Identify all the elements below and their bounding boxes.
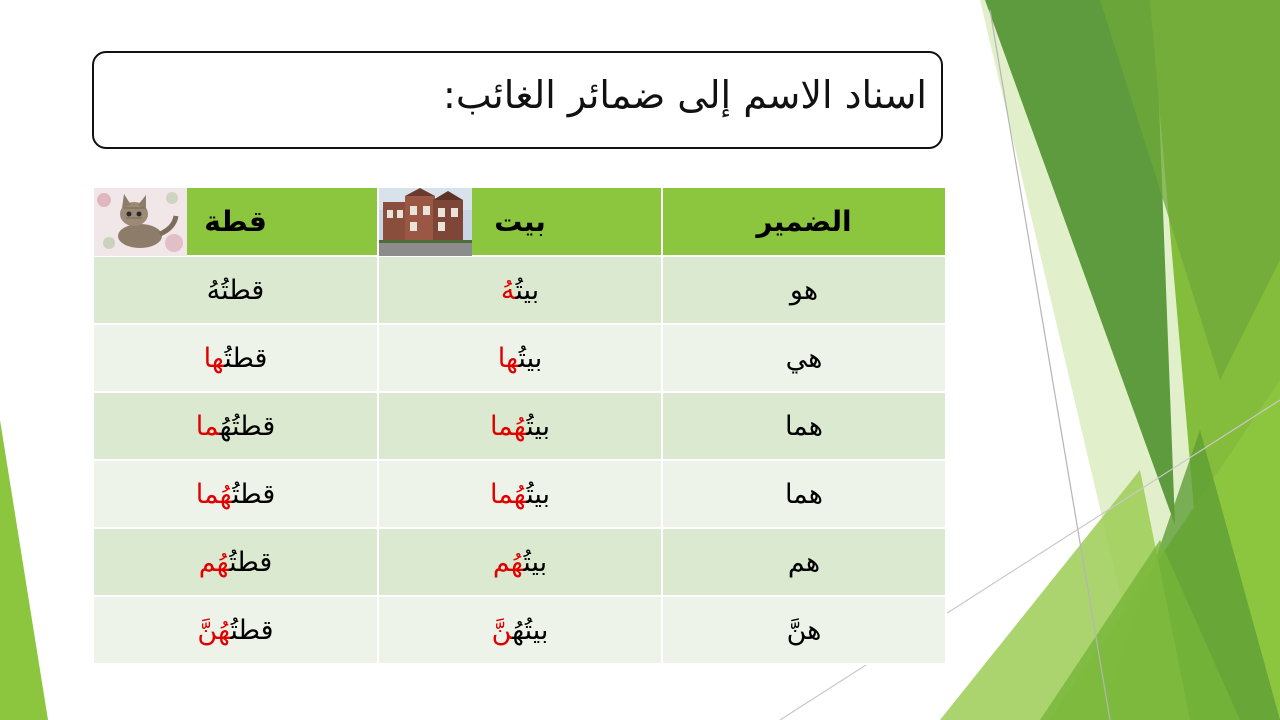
table-row — [93, 324, 946, 392]
house-photo-icon — [379, 188, 472, 256]
stem: قطتُهُ — [206, 274, 265, 306]
house-cell — [378, 528, 662, 596]
suffix: ها — [203, 342, 225, 374]
suffix: هُما — [195, 478, 233, 510]
stem: قطتُ — [230, 614, 274, 646]
stem: بيتُ — [523, 546, 548, 578]
header-pronoun-label: الضمير — [756, 205, 852, 238]
title-box — [92, 51, 943, 149]
house-cell — [378, 324, 662, 392]
pronoun-cell: هنَّ — [662, 596, 946, 664]
house-cell — [378, 392, 662, 460]
pronoun-cell: هم — [662, 528, 946, 596]
pronoun-cell: هو — [662, 256, 946, 324]
header-cat — [93, 187, 378, 256]
pronoun-table — [92, 186, 947, 665]
pronoun-cell: هما — [662, 460, 946, 528]
cat-cell — [93, 324, 378, 392]
stem: بيتُ — [515, 274, 540, 306]
header-pronoun — [662, 187, 946, 256]
slide-title: اسناد الاسم إلى ضمائر الغائب: — [443, 73, 927, 117]
header-house-label: بيت — [494, 205, 546, 238]
pronoun-cell: هي — [662, 324, 946, 392]
kitten-photo-icon — [94, 188, 187, 256]
header-house — [378, 187, 662, 256]
table-row — [93, 460, 946, 528]
table-row — [93, 392, 946, 460]
stem: قطتُ — [229, 546, 273, 578]
house-cell — [378, 256, 662, 324]
suffix: نَّ — [491, 614, 513, 646]
stem: بيتُ — [526, 410, 551, 442]
stem: بيتُ — [518, 342, 543, 374]
suffix: هُما — [489, 478, 527, 510]
suffix: هُم — [492, 546, 524, 578]
suffix: هُ — [500, 274, 516, 306]
pronoun-cell: هما — [662, 392, 946, 460]
stem: قطتُ — [224, 342, 268, 374]
stem: بيتُ — [526, 478, 551, 510]
house-cell — [378, 460, 662, 528]
table-row — [93, 528, 946, 596]
table-row — [93, 256, 946, 324]
cat-cell — [93, 256, 378, 324]
cat-cell — [93, 528, 378, 596]
house-cell — [378, 596, 662, 664]
stem: قطتُ — [232, 478, 276, 510]
suffix: ها — [497, 342, 519, 374]
cat-cell — [93, 392, 378, 460]
suffix: ما — [195, 410, 220, 442]
table-header-row — [93, 187, 946, 256]
table-row — [93, 596, 946, 664]
cat-cell — [93, 596, 378, 664]
suffix: هُما — [489, 410, 527, 442]
stem: قطتُهُ — [219, 410, 276, 442]
suffix: هُنَّ — [197, 614, 231, 646]
cat-cell — [93, 460, 378, 528]
stem: بيتُهُ — [512, 614, 549, 646]
suffix: هُم — [198, 546, 230, 578]
header-cat-label: قطة — [204, 205, 267, 238]
